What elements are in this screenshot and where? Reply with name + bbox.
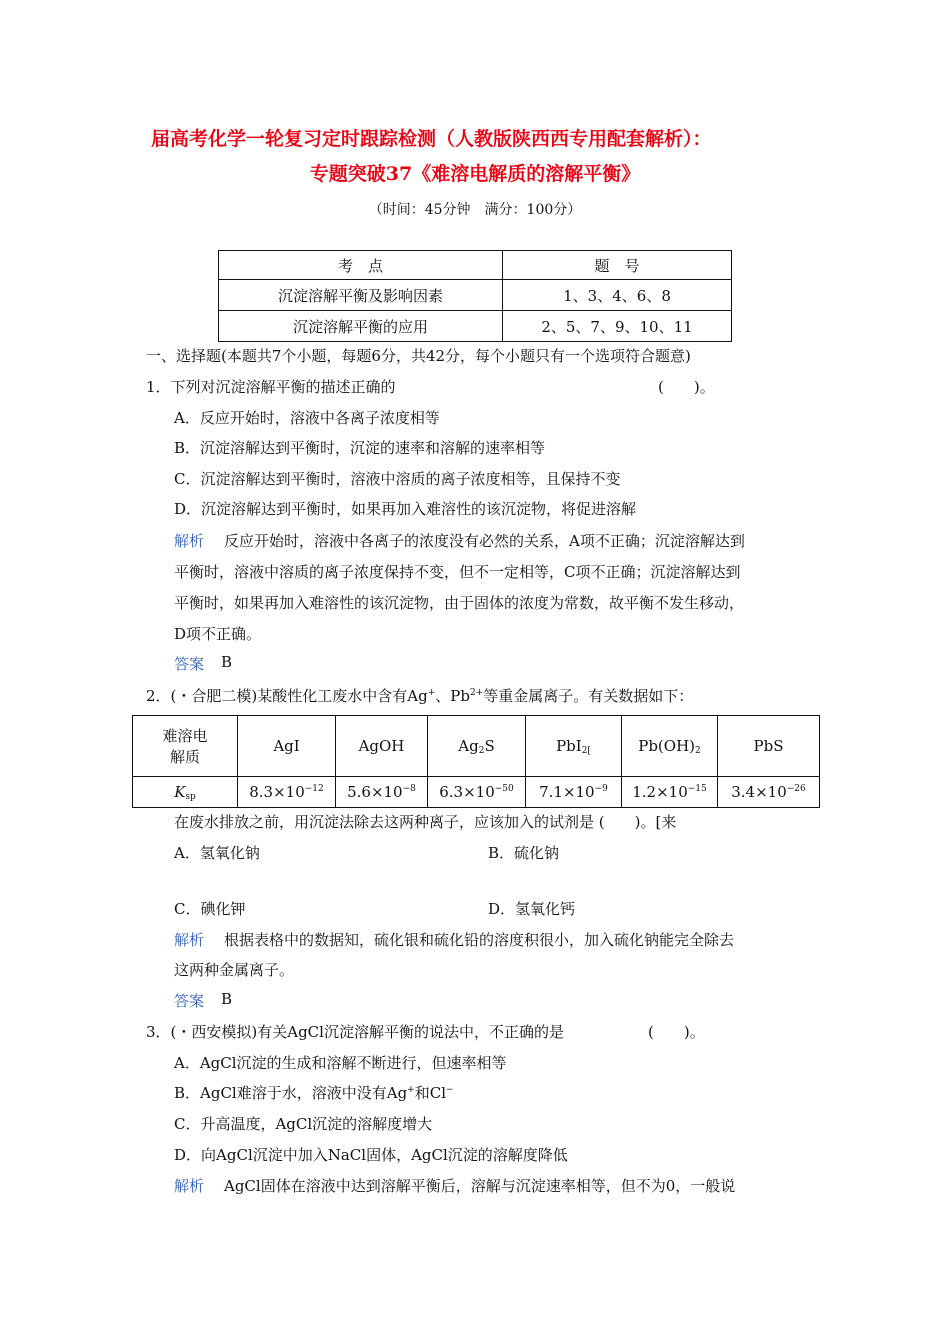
q3-analysis-line: AgCl固体在溶液中达到溶解平衡后，溶解与沉淀速率相等，但不为0，一般说 <box>224 1177 736 1195</box>
q2-option-a: A．氢氧化钠 <box>174 844 260 862</box>
compound-cell: PbI$_{2[}$ <box>526 716 622 777</box>
q2-answer-label: 答案 <box>174 992 205 1010</box>
q2-answer: B <box>221 990 233 1008</box>
ksp-table-header: 难溶电 解质 <box>133 716 238 777</box>
doc-title-line2: 专题突破37《难溶电解质的溶解平衡》 <box>309 163 641 185</box>
q2-stem: 2．(・合肥二模)某酸性化工废水中含有Ag+、$Pb^{2+}$等重金属离子。有关数据如下： <box>146 687 694 705</box>
ksp-value: $3.4\times 10^{-26}$ <box>718 777 820 808</box>
q3-blank: ( )。 <box>648 1023 705 1041</box>
ksp-value: $7.1\times 10^{-9}$ <box>526 777 622 808</box>
number-cell: 1、3、4、6、8 <box>503 280 732 311</box>
ksp-table <box>132 715 820 808</box>
q2-analysis-line: 这两种金属离子。 <box>174 961 295 979</box>
q2-option-b: B．硫化钠 <box>488 844 560 862</box>
q1-analysis-line: 平衡时，溶液中溶质的离子浓度保持不变，但不一定相等，C项不正确；沉淀溶解达到 <box>174 563 741 581</box>
q1-option-d: D．沉淀溶解达到平衡时，如果再加入难溶性的该沉淀物，将促进溶解 <box>174 500 637 518</box>
topic-header: 考 点 <box>219 251 503 280</box>
q3-option-a: A．AgCl沉淀的生成和溶解不断进行，但速率相等 <box>174 1054 507 1072</box>
number-cell: 2、5、7、9、10、11 <box>503 311 732 342</box>
q3-stem: 3．(・西安模拟)有关AgCl沉淀溶解平衡的说法中，不正确的是 <box>146 1023 564 1041</box>
doc-meta: （时间：45分钟 满分：100分） <box>368 202 582 218</box>
ksp-value: $1.2\times 10^{-15}$ <box>622 777 718 808</box>
ksp-value: $5.6\times 10^{-8}$ <box>336 777 428 808</box>
compound-cell: PbS <box>718 716 820 777</box>
q2-analysis-line: 根据表格中的数据知，硫化银和硫化铅的溶度积很小，加入硫化钠能完全除去 <box>224 931 735 949</box>
compound-cell: AgOH <box>336 716 428 777</box>
doc-title-line1: 届高考化学一轮复习定时跟踪检测（人教版陕西西专用配套解析）： <box>151 128 712 150</box>
q1-analysis-label: 解析 <box>174 532 205 550</box>
compound-cell: AgI <box>238 716 336 777</box>
q1-answer-label: 答案 <box>174 655 205 673</box>
q1-option-c: C．沉淀溶解达到平衡时，溶液中溶质的离子浓度相等，且保持不变 <box>174 470 621 488</box>
ksp-value: $6.3\times 10^{-50}$ <box>428 777 526 808</box>
q3-analysis-label: 解析 <box>174 1177 205 1195</box>
topic-table <box>218 250 732 342</box>
q1-stem: 1．下列对沉淀溶解平衡的描述正确的 <box>146 378 396 396</box>
q1-option-a: A．反应开始时，溶液中各离子浓度相等 <box>174 409 440 427</box>
q2-analysis-label: 解析 <box>174 931 205 949</box>
q1-analysis-line: 平衡时，如果再加入难溶性的该沉淀物，由于固体的浓度为常数，故平衡不发生移动， <box>174 594 745 612</box>
compound-cell: $Ag_2S$ <box>428 716 526 777</box>
q2-option-c: C．碘化钾 <box>174 900 246 918</box>
q2-option-d: D．氢氧化钙 <box>488 900 576 918</box>
ksp-label: $K_{sp}$ <box>133 777 238 808</box>
section-heading: 一、选择题(本题共7个小题，每题6分，共42分，每个小题只有一个选项符合题意) <box>146 347 691 365</box>
q3-option-d: D．向AgCl沉淀中加入NaCl固体，AgCl沉淀的溶解度降低 <box>174 1146 568 1164</box>
q1-answer: B <box>221 653 233 671</box>
q1-option-b: B．沉淀溶解达到平衡时，沉淀的速率和溶解的速率相等 <box>174 439 546 457</box>
number-header: 题 号 <box>503 251 732 280</box>
q2-followup: 在废水排放之前，用沉淀法除去这两种离子，应该加入的试剂是 ( )。[来 <box>174 813 677 831</box>
topic-cell: 沉淀溶解平衡及影响因素 <box>219 280 503 311</box>
q3-option-b: B．AgCl难溶于水，溶液中没有Ag+和Cl− <box>174 1084 454 1102</box>
q1-analysis-line: D项不正确。 <box>174 625 262 643</box>
q1-analysis-line: 反应开始时，溶液中各离子的浓度没有必然的关系，A项不正确；沉淀溶解达到 <box>224 532 745 550</box>
topic-cell: 沉淀溶解平衡的应用 <box>219 311 503 342</box>
q3-option-c: C．升高温度，AgCl沉淀的溶解度增大 <box>174 1115 433 1133</box>
ksp-value: $8.3\times 10^{-12}$ <box>238 777 336 808</box>
q1-blank: ( )。 <box>658 378 715 396</box>
compound-cell: $Pb(OH)_2$ <box>622 716 718 777</box>
